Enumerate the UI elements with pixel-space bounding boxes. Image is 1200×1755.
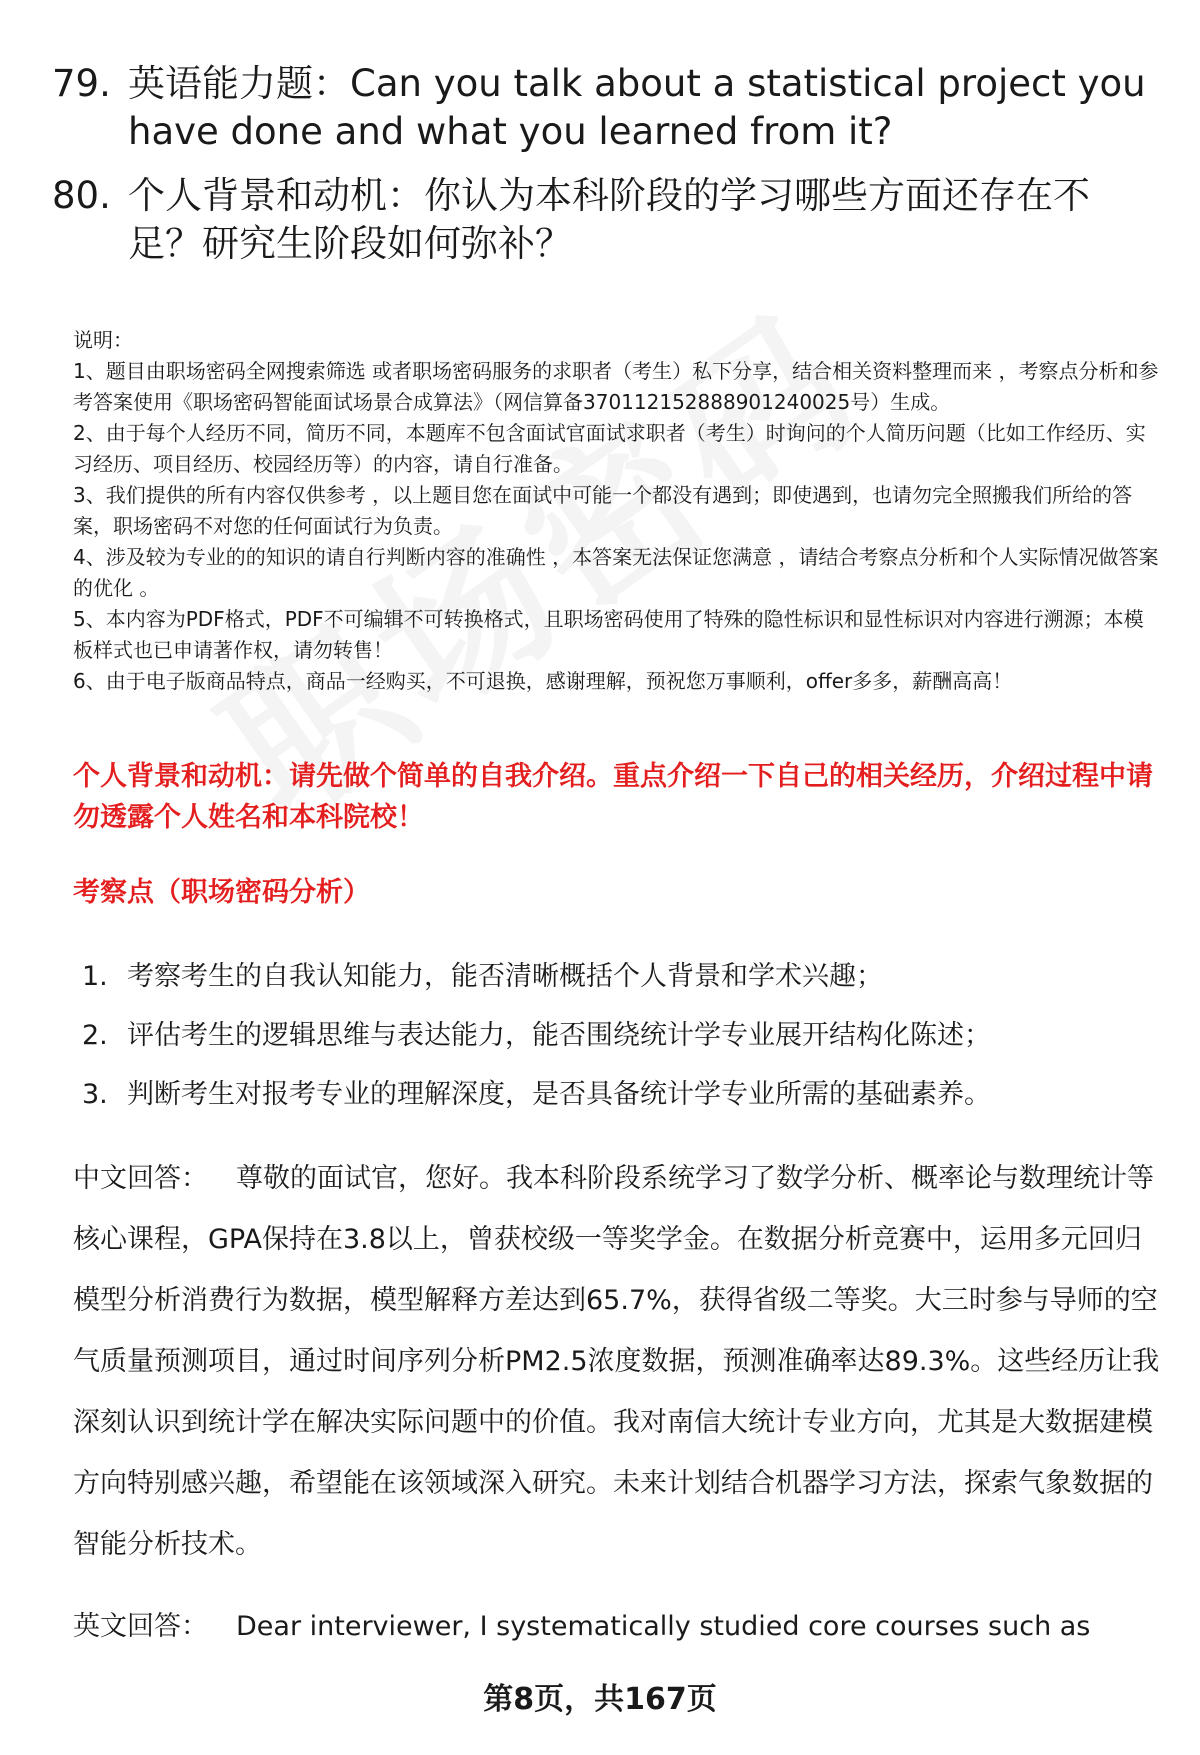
english-answer-label: 英文回答： [73,1611,208,1642]
note-item: 5、本内容为PDF格式，PDF不可编辑不可转换格式，且职场密码使用了特殊的隐性标识和显性标识对内容进行溯源；本模板样式也已申请著作权，请勿转售！ [73,607,1144,662]
note-item: 2、由于每个人经历不同，简历不同，本题库不包含面试官面试求职者（考生）时询问的个人简历问题（比如工作经历、实习经历、项目经历、校园经历等）的内容，请自行准备。 [73,421,1146,476]
analysis-heading: 考察点（职场密码分析） [73,877,370,908]
chinese-answer [73,1148,1163,1575]
page-footer: 第8页，共167页 [483,1682,717,1717]
notes-title: 说明： [73,328,133,352]
analysis-point [82,947,1162,1006]
notes-section [73,325,1163,697]
point-number: 3. [82,1079,108,1110]
chinese-answer-text: 尊敬的面试官，您好。我本科阶段系统学习了数学分析、概率论与数理统计等核心课程，GPA保持在3.8以上，曾获校级一等奖学金。在数据分析竞赛中，运用多元回归模型分析消费行为数据，模型解释方差达到65.7%，获得省级二等奖。大三时参与导师的空气质量预测项目，通过时间序列分析PM2.5浓度数据，预测准确率达89.3%。这些经历让我深刻认识到统计学在解决实际问题中的价值。我对南信大统计专业方向，尤其是大数据建模方向特别感兴趣，希望能在该领域深入研究。未来计划结合机器学习方法，探索气象数据的智能分析技术。 [73,1163,1160,1560]
analysis-point [82,1006,1162,1065]
point-number: 2. [82,1020,108,1051]
point-text: 判断考生对报考专业的理解深度，是否具备统计学专业所需的基础素养。 [127,1079,991,1110]
question-number: 79. [52,62,111,105]
note-item: 6、由于电子版商品特点，商品一经购买，不可退换，感谢理解，预祝您万事顺利，offer多多，薪酬高高！ [73,669,1013,693]
note-item: 1、题目由职场密码全网搜索筛选 或者职场密码服务的求职者（考生）私下分享，结合相关资料整理而来 ，考察点分析和参考答案使用《职场密码智能面试场景合成算法》（网信算备370112152888901240025号）生成。 [73,359,1159,414]
analysis-point [82,1065,1162,1124]
chinese-answer-label: 中文回答： [73,1163,208,1194]
question-text: 英语能力题：Can you talk about a statistical project you have done and what you learned from it? [128,62,1146,153]
point-text: 考察考生的自我认知能力，能否清晰概括个人背景和学术兴趣； [127,961,883,992]
question-text: 个人背景和动机：你认为本科阶段的学习哪些方面还存在不足？研究生阶段如何弥补？ [128,174,1090,265]
point-number: 1. [82,961,108,992]
english-answer-text: Dear interviewer, I systematically studied core courses such as [236,1611,1091,1642]
question-80 [52,172,1162,268]
note-item: 3、我们提供的所有内容仅供参考 ，以上题目您在面试中可能一个都没有遇到；即使遇到，也请勿完全照搬我们所给的答案，职场密码不对您的任何面试行为负责。 [73,483,1133,538]
question-number: 80. [52,174,111,217]
note-item: 4、涉及较为专业的的知识的请自行判断内容的准确性 ，本答案无法保证您满意 ，请结合考察点分析和个人实际情况做答案的优化 。 [73,545,1159,600]
question-79 [52,60,1162,156]
point-text: 评估考生的逻辑思维与表达能力，能否围绕统计学专业展开结构化陈述； [127,1020,991,1051]
english-answer [73,1596,1163,1657]
current-question: 个人背景和动机：请先做个简单的自我介绍。重点介绍一下自己的相关经历，介绍过程中请勿透露个人姓名和本科院校！ [73,761,1153,833]
analysis-points [82,947,1162,1124]
